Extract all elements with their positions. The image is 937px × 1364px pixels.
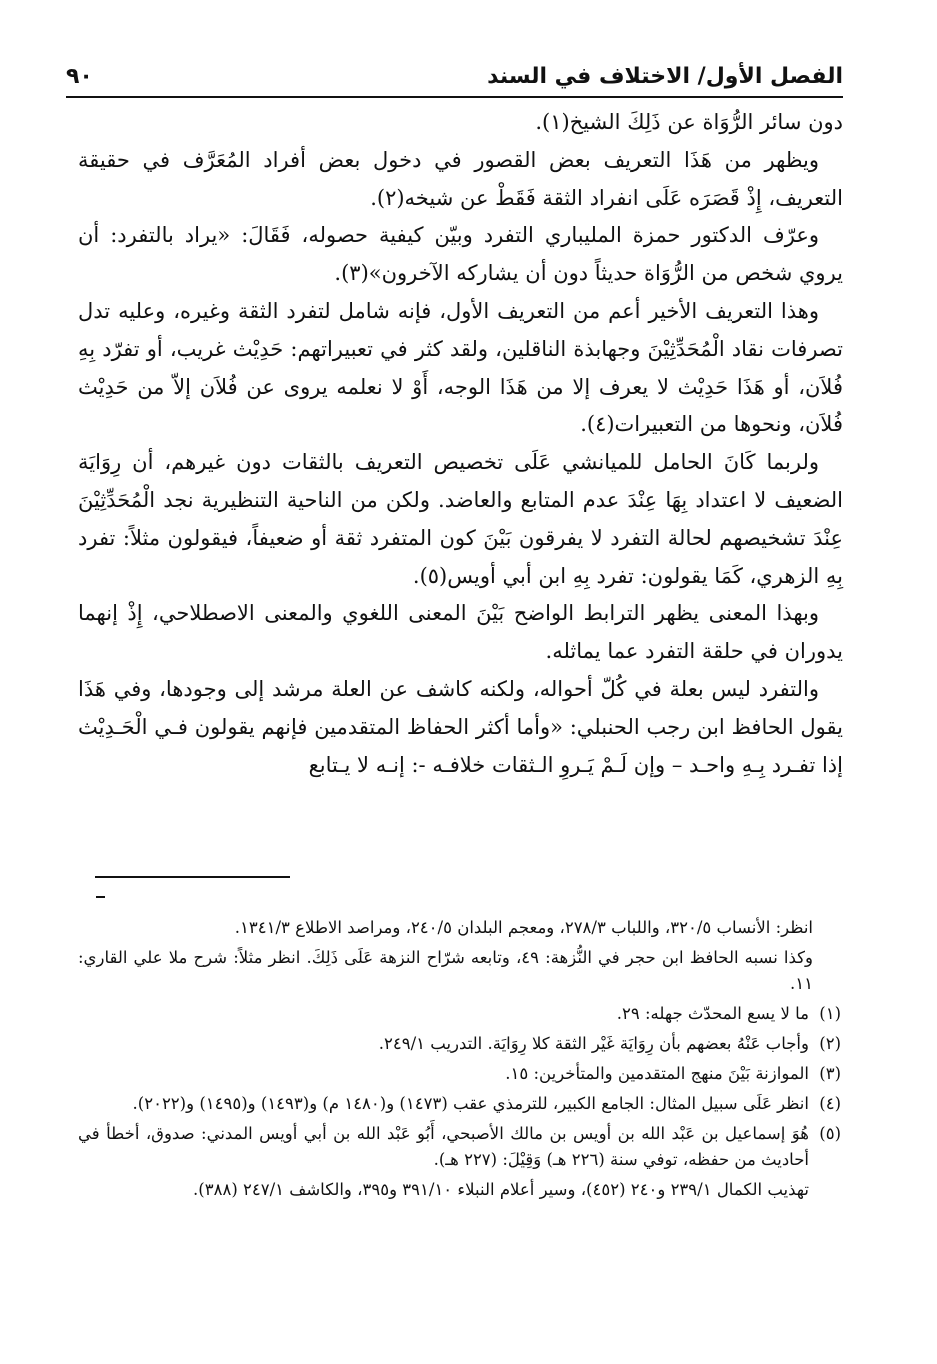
footnote-text: الموازنة بَيْنَ منهج المتقدمين والمتأخرين: ١٥. <box>505 1064 809 1083</box>
paragraph: ولربما كَانَ الحامل للميانشي عَلَى تخصيص التعريف بالثقات دون غيرهم، أن رِوَايَة الضعيف لا اعتداد بِهَا عِنْدَ عدم المتابع والعاضد. ولكن من الناحية التنظيرية نجد الْمُحَدِّثِيْنَ عِنْدَ تشخيصهم لحالة التفرد لا يفرقون بَيْنَ كون المتفرد ثقة أو ضعيفاً، فيقولون مثلاً: تفرد بِهِ الزهري، كَمَا يقولون: تفرد بِهِ ابن أبي أويس(٥). <box>78 450 843 588</box>
footnote-number: (٥) <box>819 1124 841 1143</box>
paragraph: وبهذا المعنى يظهر الترابط الواضح بَيْنَ المعنى اللغوي والمعنى الاصطلاحي، إِذْ إنهما يدوران في حلقة التفرد عما يماثله. <box>78 601 843 664</box>
footnote-4 <box>78 1091 841 1117</box>
footnote-carryover: انظر: الأنساب ٣٢٠/٥، واللباب ٢٧٨/٣، ومعجم البلدان ٢٤٠/٥، ومراصد الاطلاع ١٣٤١/٣. <box>234 918 813 937</box>
footnote-separator <box>95 876 290 878</box>
paragraph: ويظهر من هَذَا التعريف بعض القصور في دخول بعض أفراد المُعَرَّف في حقيقة التعريف، إِذْ قَصَرَه عَلَى انفراد الثقة فَقَطْ عن شيخه(٢). <box>78 147 843 210</box>
footnote-text: وأجاب عَنْهُ بعضهم بأن رِوَايَة غَيْر الثقة كلا رِوَايَة. التدريب ٢٤٩/١. <box>378 1034 809 1053</box>
footnote-1 <box>78 1001 841 1027</box>
paragraph: والتفرد ليس بعلة في كُلّ أحواله، ولكنه كاشف عن العلة مرشد إلى وجودها، وفي هَذَا يقول الحافظ ابن رجب الحنبلي: «وأما أكثر الحفاظ المتقدمين فإنهم يقولون فـي الْحَـدِيْث إذا تفـرد بِـهِ واحـد – وإن لَـمْ يَـروِ الـثقات خلافـه -: إنـه لا يـتابع <box>78 676 843 777</box>
footnote-5 <box>78 1121 841 1173</box>
footnote-5-continuation: تهذيب الكمال ٢٣٩/١ و٢٤٠ (٤٥٢)، وسير أعلام النبلاء ٣٩١/١٠ و٣٩٥، والكاشف ٢٤٧/١ (٣٨٨). <box>193 1180 809 1199</box>
paragraph: وهذا التعريف الأخير أعم من التعريف الأول، فإنه شامل لتفرد الثقة وغيره، وعليه تدل تصرفات نقاد الْمُحَدِّثِيْنَ وجهابذة الناقلين، ولقد كثر في تعبيراتهم: حَدِيْث غريب، أو تفرّد بِهِ فُلاَن، أو هَذَا حَدِيْث لا يعرف إلا من هَذَا الوجه، أَوْ لا نعلمه يروى عن فُلاَن إلاّ من حَدِيْث فُلاَن، ونحوها من التعبيرات(٤). <box>78 298 843 437</box>
footnote-2 <box>78 1031 841 1057</box>
footnote-number: (١) <box>819 1004 841 1023</box>
main-text <box>78 104 843 784</box>
running-header <box>66 56 843 98</box>
footnote-carryover: وكذا نسبه الحافظ ابن حجر في النُّزهة: ٤٩، وتابعه شرّاح النزهة عَلَى ذَلِكَ. انظر مثلاً: شرح ملا علي القاري: ١١. <box>78 948 813 993</box>
footnote-3 <box>78 1061 841 1087</box>
paragraph: وعرّف الدكتور حمزة المليباري التفرد وبيّن كيفية حصوله، فَقَالَ: «يراد بالتفرد: أن يروي شخص من الرُّوَاة حديثاً دون أن يشاركه الآخرون»(٣). <box>78 223 843 286</box>
chapter-title: الفصل الأول/ الاختلاف في السند <box>487 63 843 89</box>
footnotes <box>78 915 841 1207</box>
footnote-text: هُوَ إسماعيل بن عَبْد الله بن أويس بن مالك الأصبحي، أَبُو عَبْد الله بن أبي أويس المدني: صدوق، أخطأ في أحاديث من حفظه، توفي سنة (٢٢٦ هـ) وَقِيْلَ: (٢٢٧ هـ). <box>78 1124 809 1169</box>
footnote-continuation-mark <box>96 896 105 898</box>
footnote-number: (٢) <box>819 1034 841 1053</box>
footnote-number: (٣) <box>819 1064 841 1083</box>
paragraph: دون سائر الرُّوَاة عن ذَلِكَ الشيخ(١). <box>535 110 843 134</box>
footnote-text: انظر عَلَى سبيل المثال: الجامع الكبير، للترمذي عقب (١٤٧٣) و(١٤٨٠ م) و(١٤٩٣) و(١٤٩٥) و(٢٠٢٢). <box>132 1094 809 1113</box>
footnote-text: ما لا يسع المحدّث جهله: ٢٩. <box>616 1004 809 1023</box>
footnote-number: (٤) <box>819 1094 841 1113</box>
page-number: ٩٠ <box>66 63 93 89</box>
